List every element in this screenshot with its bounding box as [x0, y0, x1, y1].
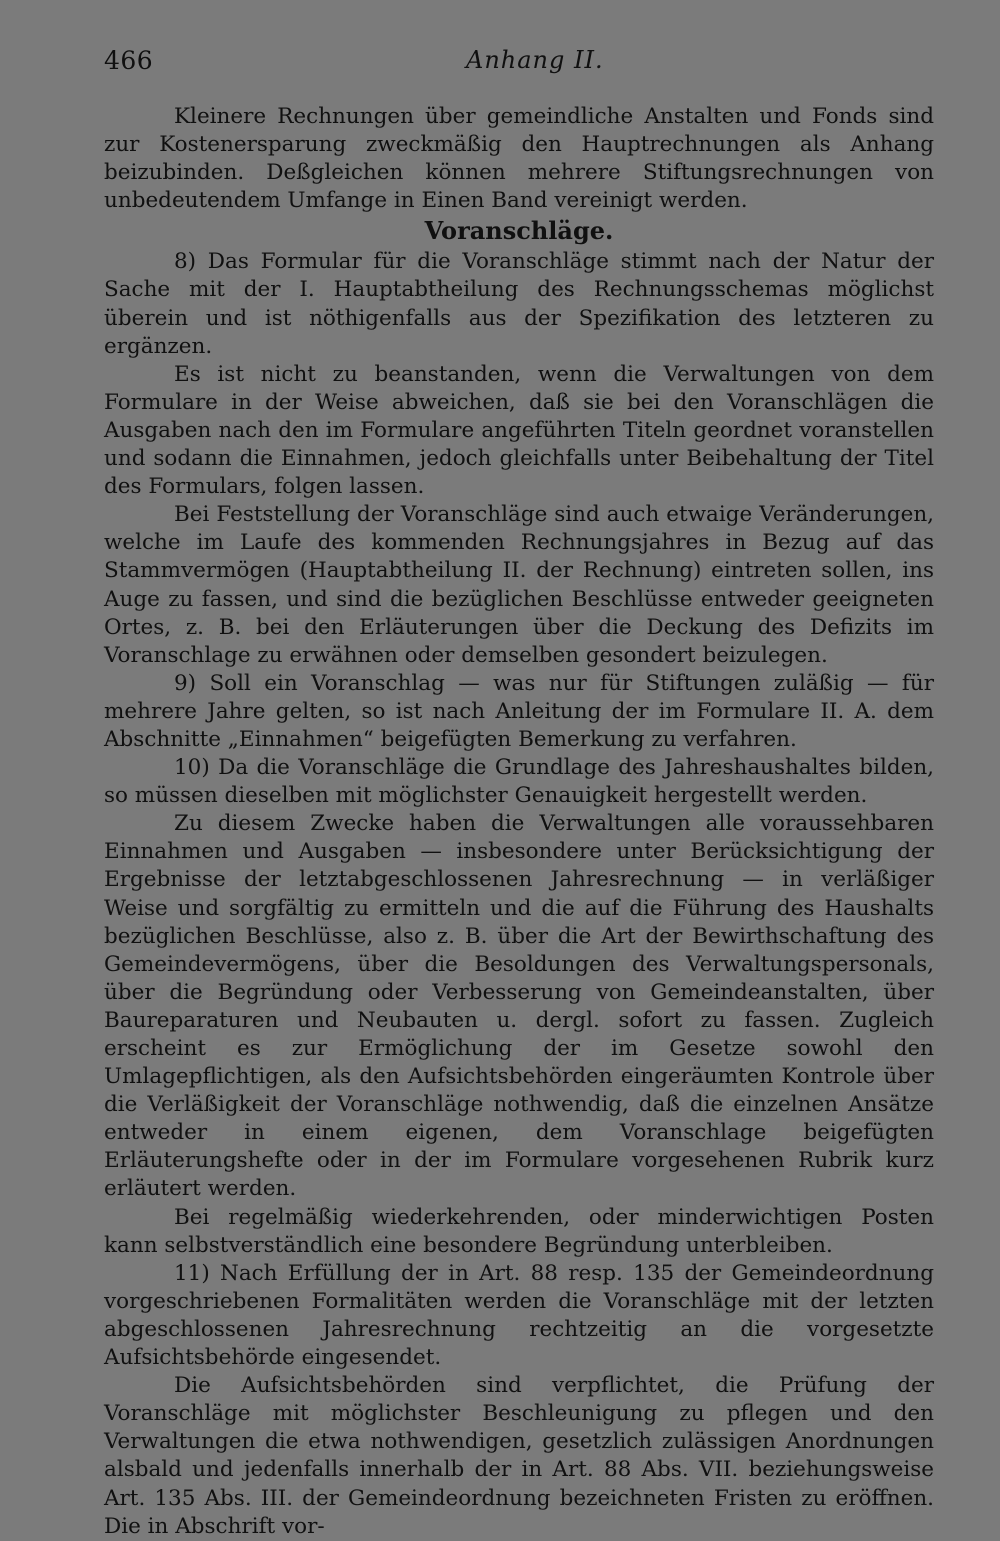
paragraph: Kleinere Rechnungen über gemeindliche Anstalten und Fonds sind zur Kostenersparung zweckmäßig den Hauptrechnungen als Anhang beizubinden. Deßgleichen können mehrere Stiftungsrechnungen von unbedeutendem Umfange in Einen Band vereinigt werden. — [104, 104, 934, 214]
paragraph: Bei Feststellung der Voranschläge sind auch etwaige Veränderungen, welche im Laufe des kommenden Rechnungsjahres in Bezug auf das Stammvermögen (Hauptabtheilung II. der Rechnung) eintreten sollen, ins Auge zu fassen, und sind die bezüglichen Beschlüsse entweder geeigneten Ortes, z. B. bei den Erläuterungen über die Deckung des Defizits im Voranschlage zu erwähnen oder demselben gesondert beizulegen. — [104, 502, 934, 668]
paragraph: Die Aufsichtsbehörden sind verpflichtet, die Prüfung der Voranschläge mit möglichster Beschleunigung zu pflegen und den Verwaltungen die etwa nothwendigen, gesetzlich zulässigen Anordnungen alsbald und jedenfalls innerhalb der in Art. 88 Abs. VII. beziehungsweise Art. 135 Abs. III. der Gemeindeordnung bezeichneten Fristen zu eröffnen. Die in Abschrift vor- — [104, 1373, 934, 1539]
paragraph: 9) Soll ein Voranschlag — was nur für Stiftungen zuläßig — für mehrere Jahre gelten, so ist nach Anleitung der im Formulare II. A. dem Abschnitte „Einnahmen“ beigefügten Bemerkung zu verfahren. — [104, 670, 934, 752]
running-head: Anhang II. — [466, 46, 604, 74]
page-number: 466 — [104, 46, 154, 75]
body-text — [104, 103, 934, 1541]
paragraph: Es ist nicht zu beanstanden, wenn die Verwaltungen von dem Formulare in der Weise abweichen, daß sie bei den Voranschlägen die Ausgaben nach den im Formulare angeführten Titeln geordnet voranstellen und sodann die Einnahmen, jedoch gleichfalls unter Beibehaltung der Titel des Formulars, folgen lassen. — [104, 361, 934, 500]
paragraph: 10) Da die Voranschläge die Grundlage des Jahreshaushaltes bilden, so müssen dieselben mit möglichster Genauigkeit hergestellt werden. — [104, 755, 934, 809]
paragraph: 8) Das Formular für die Voranschläge stimmt nach der Natur der Sache mit der I. Hauptabtheilung des Rechnungsschemas möglichst überein und ist nöthigenfalls aus der Spezifikation des letzteren zu ergänzen. — [104, 249, 934, 359]
page-header — [104, 46, 934, 86]
paragraph: Zu diesem Zwecke haben die Verwaltungen alle voraussehbaren Einnahmen und Ausgaben — insbesondere unter Berücksichtigung der Ergebnisse der letztabgeschlossenen Jahresrechnung — in verläßiger Weise und sorgfältig zu ermitteln und die auf die Führung des Haushalts bezüglichen Beschlüsse, also z. B. über die Art der Bewirthschaftung des Gemeindevermögens, über die Besoldungen des Verwaltungspersonals, über die Begründung oder Verbesserung von Gemeindeanstalten, über Baureparaturen und Neubauten u. dergl. sofort zu fassen. Zugleich erscheint es zur Ermöglichung der im Gesetze sowohl den Umlagepflichtigen, als den Aufsichtsbehörden eingeräumten Kontrole über die Verläßigkeit der Voranschläge nothwendig, daß die einzelnen Ansätze entweder in einem eigenen, dem Voranschlage beigefügten Erläuterungshefte oder in der im Formulare vorgesehenen Rubrik kurz erläutert werden. — [104, 811, 934, 1202]
paragraph: 11) Nach Erfüllung der in Art. 88 resp. 135 der Gemeindeordnung vorgeschriebenen Formalitäten werden die Voranschläge mit der letzten abgeschlossenen Jahresrechnung rechtzeitig an die vorgesetzte Aufsichtsbehörde eingesendet. — [104, 1260, 934, 1371]
paragraph: Bei regelmäßig wiederkehrenden, oder minderwichtigen Posten kann selbstverständlich eine besondere Begründung unterbleiben. — [104, 1204, 934, 1258]
section-heading: Voranschläge. — [424, 216, 614, 246]
